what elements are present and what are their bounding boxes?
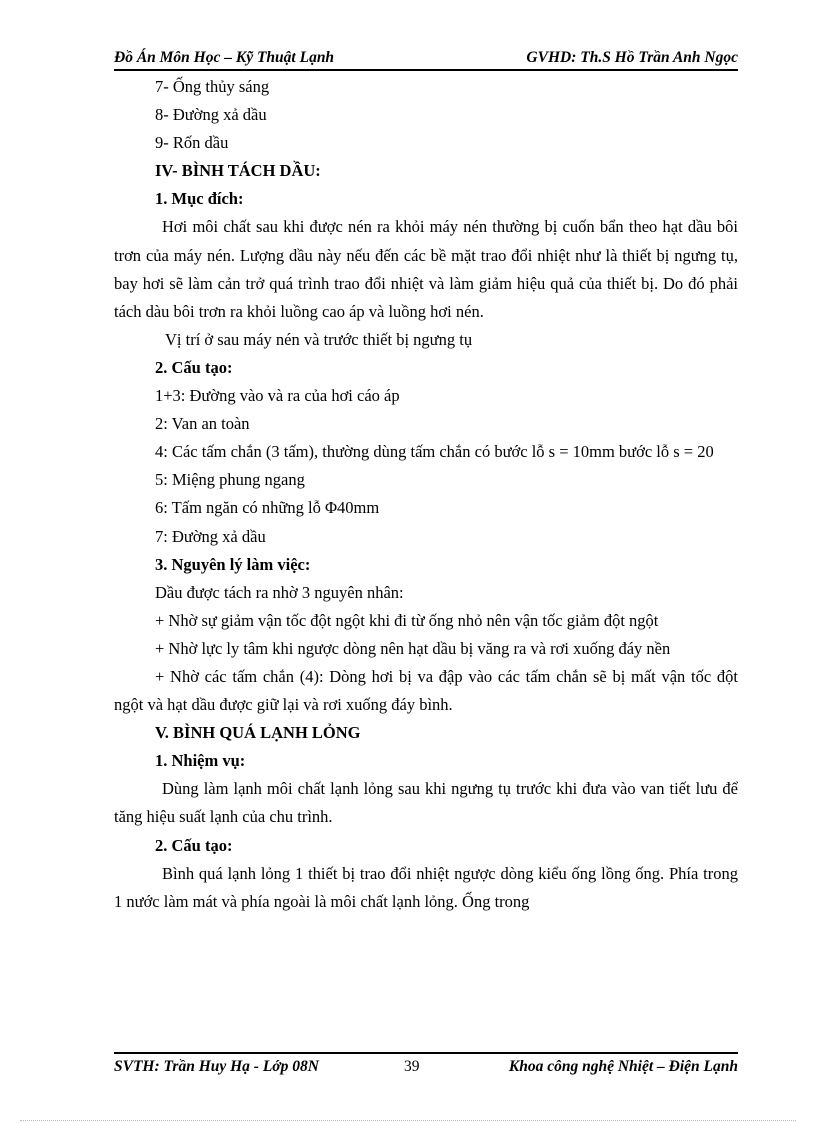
subsection-heading: 1. Nhiệm vụ: [155, 751, 246, 771]
list-item: 8- Đường xả dầu [155, 105, 267, 125]
subsection-heading: 2. Cấu tạo: [155, 357, 233, 377]
header-right: GVHD: Th.S Hồ Trần Anh Ngọc [526, 49, 738, 66]
list-item: 7: Đường xả dầu [155, 526, 266, 546]
list-item: 9- Rốn dầu [155, 133, 229, 153]
page-header [114, 49, 738, 71]
subsection-heading: 1. Mục đích: [155, 189, 244, 209]
section-heading: IV- BÌNH TÁCH DẦU: [155, 161, 321, 181]
list-item: 4: Các tấm chắn (3 tấm), thường dùng tấm chắn có bước lỗ s = 10mm bước lỗ s = 20 [155, 442, 714, 462]
subsection-heading: 2. Cấu tạo: [155, 835, 233, 855]
paragraph: Hơi môi chất sau khi được nén ra khỏi máy nén thường bị cuốn bẩn theo hạt dầu bôi trơn của máy nén. Lượng dầu này nếu đến các bề mặt trao đổi nhiệt như là thiết bị ngưng tụ, bay hơi sẽ làm cản trở quá trình trao đổi nhiệt và làm giảm hiệu quả của thiết bị. Do đó phải tách dàu bôi trơn ra khỏi luồng cao áp và luồng hơi nén. [114, 217, 738, 321]
paragraph: Bình quá lạnh lỏng 1 thiết bị trao đổi nhiệt ngược dòng kiểu ống lồng ống. Phía trong 1 nước làm mát và phía ngoài là môi chất lạnh lỏng. Ống trong [114, 863, 738, 911]
paragraph: Dầu được tách ra nhờ 3 nguyên nhân: [155, 582, 404, 602]
list-item: 6: Tấm ngăn có những lỗ Φ40mm [155, 498, 380, 518]
page-number: 39 [404, 1058, 420, 1075]
subsection-heading: 3. Nguyên lý làm việc: [155, 554, 311, 574]
page-footer [114, 1052, 738, 1078]
page-body [114, 73, 738, 916]
paragraph: Vị trí ở sau máy nén và trước thiết bị ngưng tụ [165, 329, 473, 349]
list-item: 2: Van an toàn [155, 414, 250, 434]
list-item: + Nhờ sự giảm vận tốc đột ngột khi đi từ ống nhỏ nên vận tốc giảm đột ngột [155, 610, 659, 630]
footer-right: Khoa công nghệ Nhiệt – Điện Lạnh [508, 1058, 738, 1075]
page-edge-divider [20, 1120, 796, 1121]
list-item: 5: Miệng phung ngang [155, 470, 305, 490]
list-item: + Nhờ lực ly tâm khi ngược dòng nên hạt dầu bị văng ra và rơi xuống đáy nền [155, 638, 671, 658]
header-left: Đồ Án Môn Học – Kỹ Thuật Lạnh [114, 49, 335, 66]
list-item: + Nhờ các tấm chắn (4): Dòng hơi bị va đập vào các tấm chắn sẽ bị mất vận tốc đột ngột và hạt dầu được giữ lại và rơi xuống đáy bình. [114, 666, 738, 715]
list-item: 7- Ống thủy sáng [155, 77, 270, 96]
section-heading: V. BÌNH QUÁ LẠNH LỎNG [155, 723, 361, 743]
paragraph: Dùng làm lạnh môi chất lạnh lỏng sau khi ngưng tụ trước khi đưa vào van tiết lưu để tăng hiệu suất lạnh của chu trình. [114, 779, 738, 827]
list-item: 1+3: Đường vào và ra của hơi cáo áp [155, 386, 400, 406]
footer-left: SVTH: Trần Huy Hạ - Lớp 08N [114, 1058, 319, 1075]
